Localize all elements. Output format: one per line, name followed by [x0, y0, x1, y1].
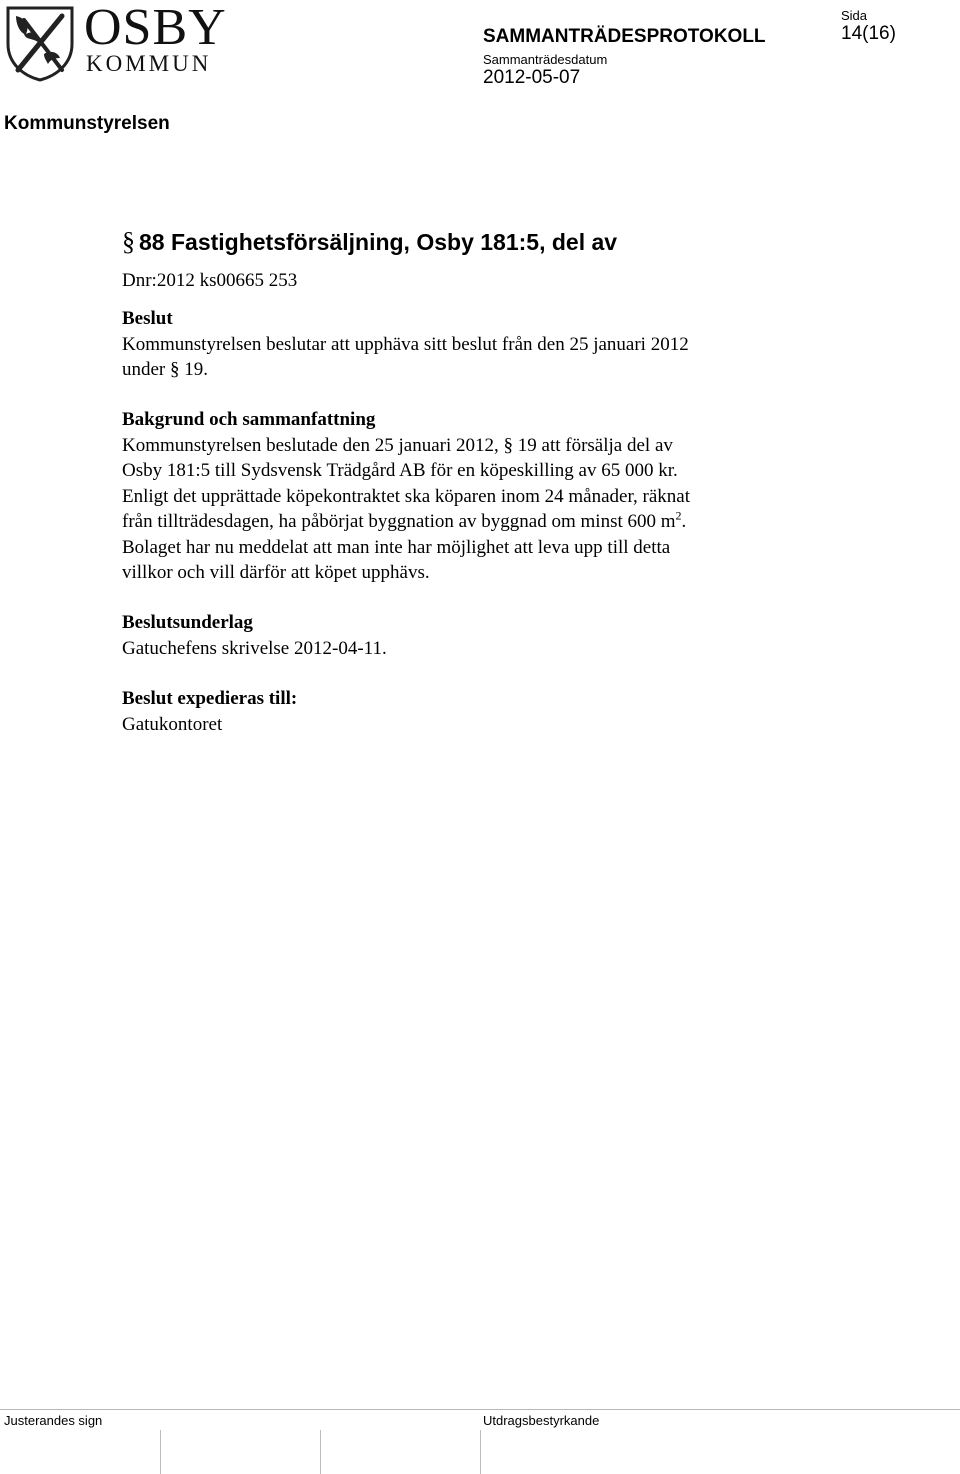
background-line-1-start: Kommunstyrelsen beslutade den 25 januari 2012,: [122, 434, 499, 456]
signature-box-divider: [320, 1430, 321, 1474]
signature-box-divider: [480, 1430, 481, 1474]
decision-basis-block: [122, 610, 822, 661]
background-line-2: Osby 181:5 till Sydsvensk Trädgård AB för en köpeskilling av 65 000 kr.: [122, 460, 678, 481]
decision-basis-text: Gatuchefens skrivelse 2012-04-11.: [122, 637, 387, 659]
distribution-recipient: Gatukontoret: [122, 713, 223, 735]
organization-name: Kommunstyrelsen: [4, 113, 170, 134]
background-line-6: villkor och vill därför att köpet upphävs.: [122, 562, 430, 583]
footer-divider: [0, 1409, 960, 1410]
section-heading-text: 88 Fastighetsförsäljning, Osby 181:5, del av: [139, 229, 618, 255]
distribution-block: [122, 686, 822, 737]
signature-box-divider: [160, 1430, 161, 1474]
meeting-date-label: Sammanträdesdatum: [483, 52, 608, 67]
brand-subtitle: KOMMUN: [86, 51, 212, 76]
distribution-heading: Beslut expedieras till:: [122, 688, 298, 709]
background-heading: Bakgrund och sammanfattning: [122, 409, 376, 430]
section-heading: [122, 228, 617, 256]
osby-coat-of-arms-icon: [4, 4, 76, 82]
decision-line-2-text: 19.: [184, 359, 209, 380]
background-block: [122, 407, 822, 586]
decision-block: [122, 306, 822, 383]
decision-under-word: under: [122, 359, 166, 380]
document-title: SAMMANTRÄDESPROTOKOLL: [483, 26, 766, 47]
section-sign-icon: §: [170, 359, 180, 380]
section-sign-icon: §: [122, 227, 135, 256]
section-sign-icon: §: [503, 434, 514, 456]
diary-number: Dnr:2012 ks00665 253: [122, 270, 298, 291]
justerandes-sign-label: Justerandes sign: [4, 1413, 103, 1428]
decision-line-1: Kommunstyrelsen beslutar att upphäva sitt beslut från den 25 januari 2012: [122, 333, 689, 355]
decision-heading: Beslut: [122, 308, 173, 329]
decision-line-2: [122, 357, 822, 383]
square-superscript: 2: [675, 508, 682, 523]
page-number: 14(16): [841, 23, 896, 44]
background-line-4-text: från tillträdesdagen, ha påbörjat byggnation av byggnad om minst 600 m: [122, 511, 676, 532]
decision-basis-heading: Beslutsunderlag: [122, 612, 253, 633]
brand-name: OSBY: [84, 0, 227, 56]
background-line-5: Bolaget har nu meddelat att man inte har möjlighet att leva upp till detta: [122, 536, 671, 558]
background-line-3: Enligt det upprättade köpekontraktet ska köparen inom 24 månader, räknat: [122, 485, 690, 507]
utdragsbestyrkande-label: Utdragsbestyrkande: [483, 1413, 600, 1428]
background-line-1-end: 19 att försälja del av: [517, 434, 673, 456]
page-label: Sida: [841, 8, 868, 23]
background-line-4-end: .: [681, 511, 687, 532]
background-line-4: [122, 509, 822, 535]
background-line-1: [122, 433, 822, 459]
meeting-date: 2012-05-07: [483, 67, 581, 88]
